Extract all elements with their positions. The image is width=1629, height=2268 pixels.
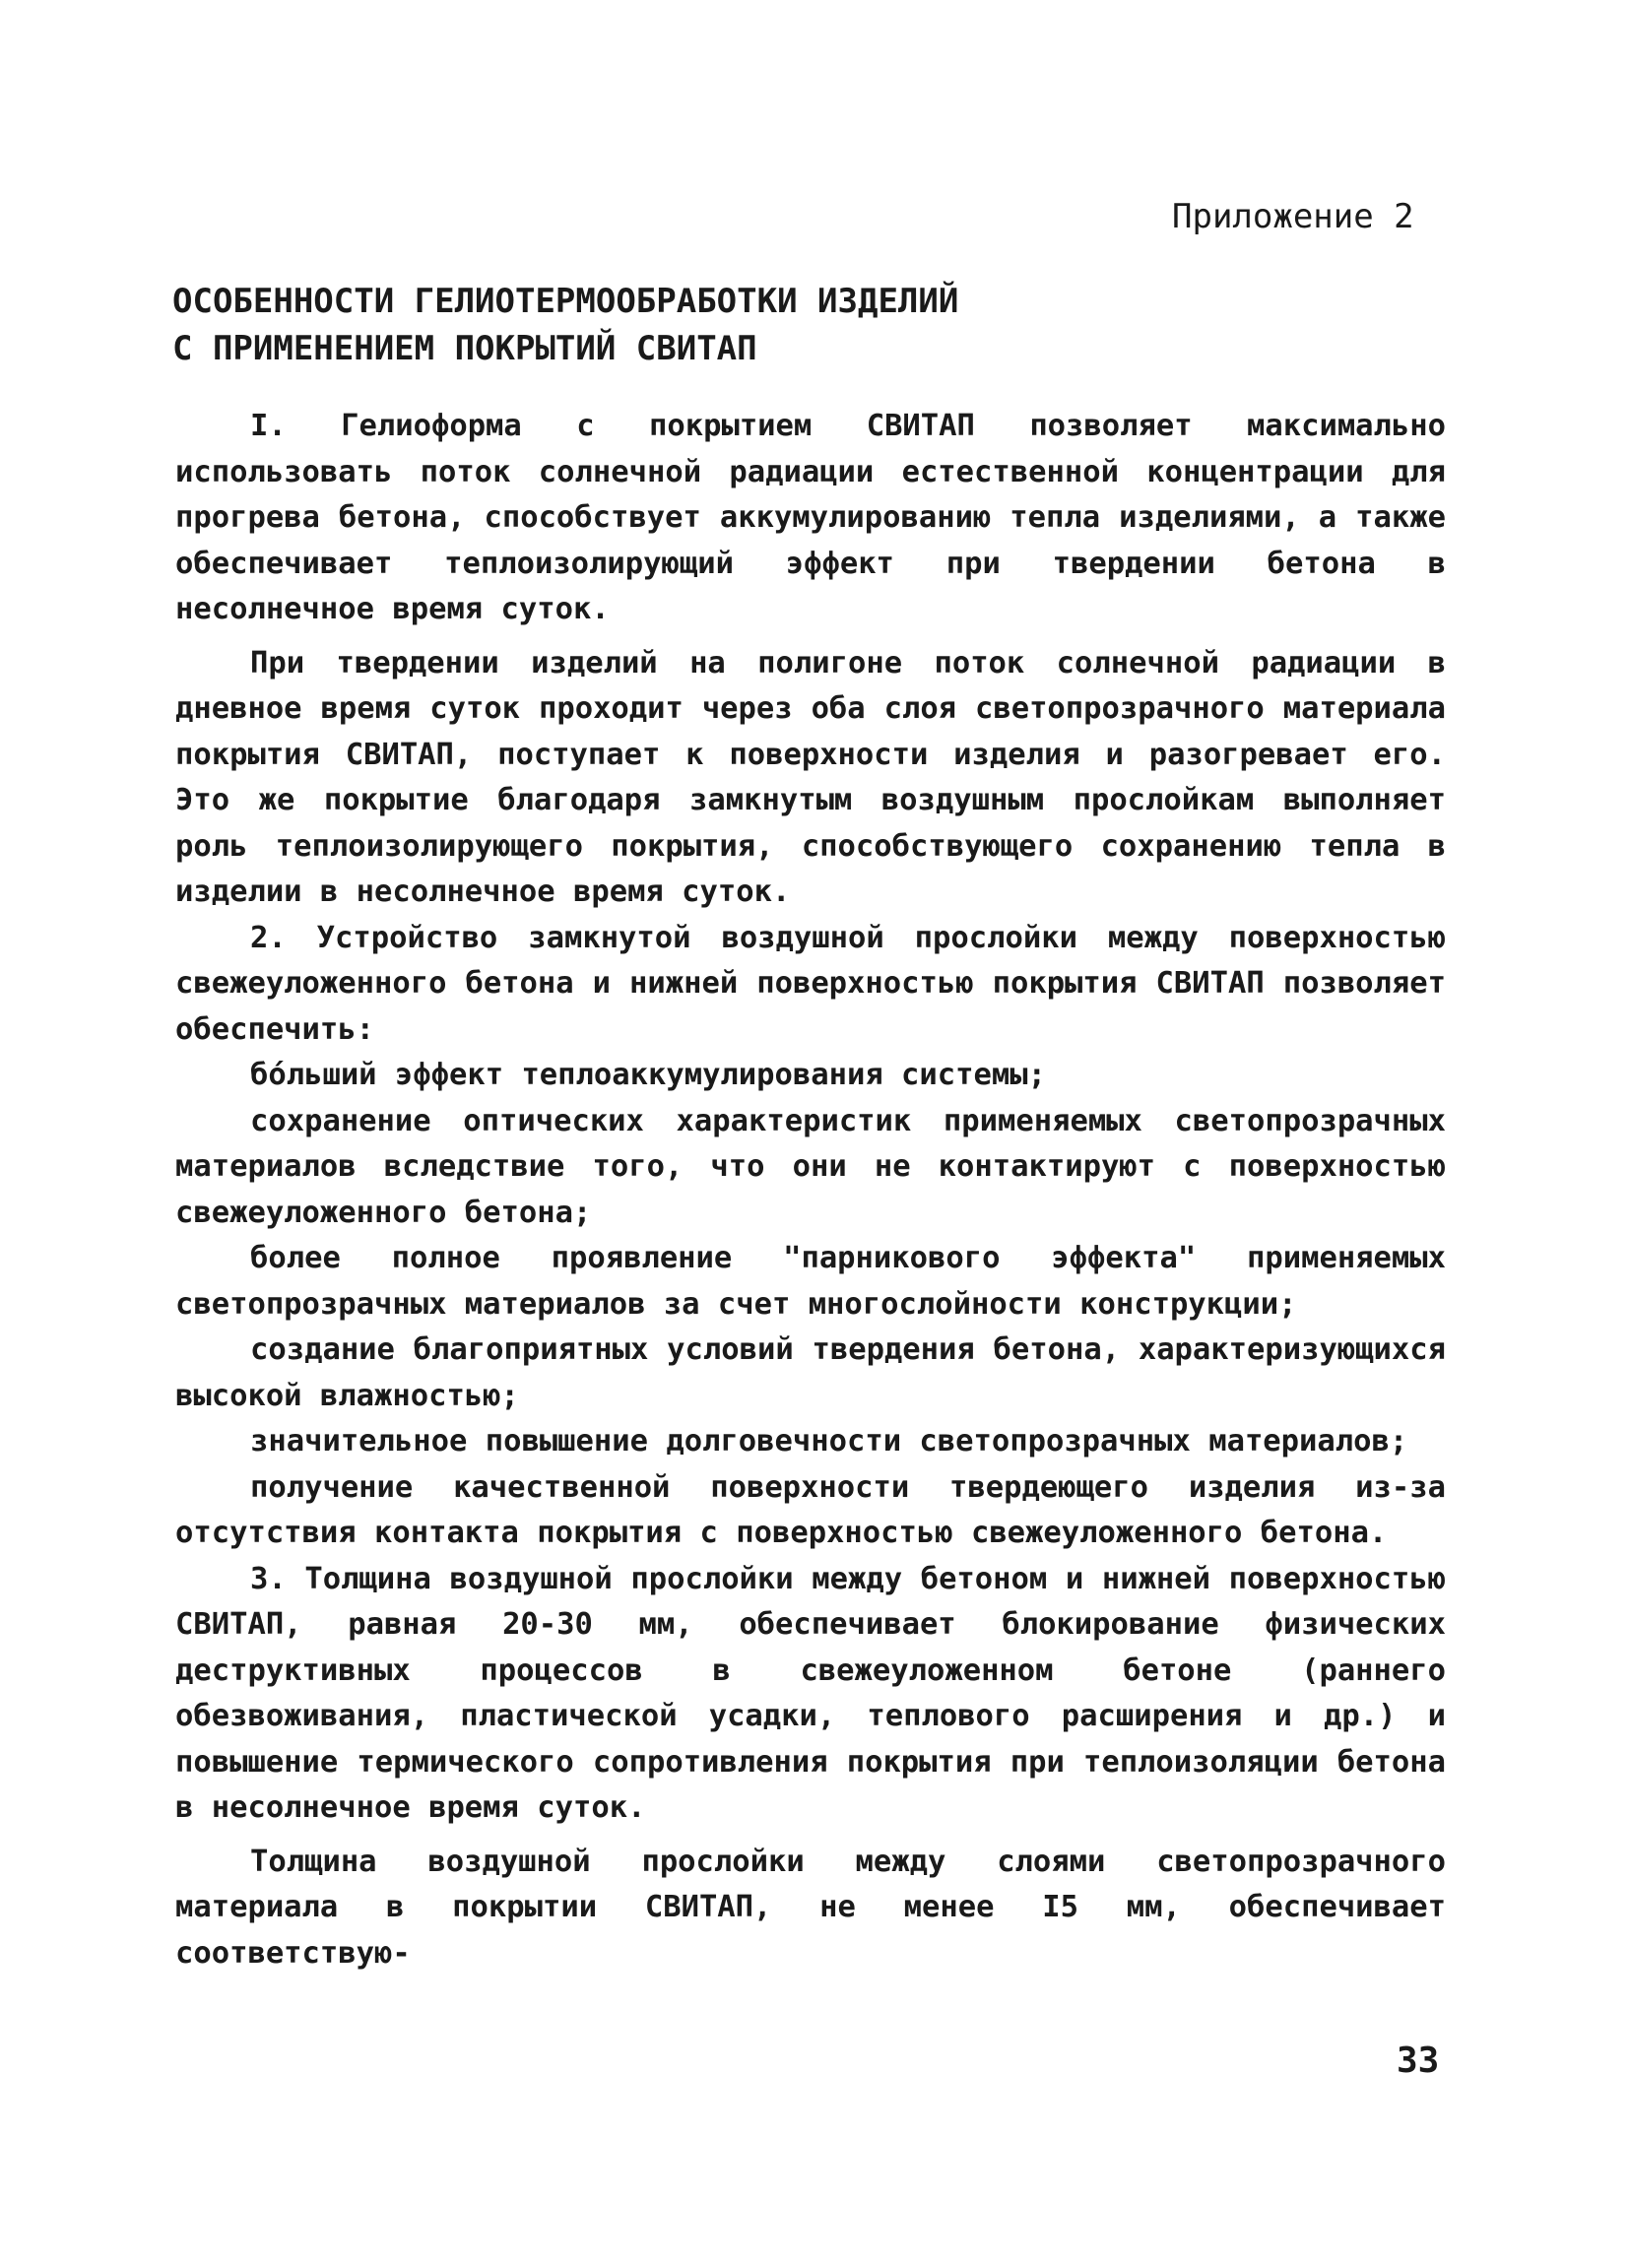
paragraph-3: 2. Устройство замкнутой воздушной прослойки между поверхностью свежеуложенного бетона и нижней поверхностью покрытия СВИТАП позволяет обеспечить: (175, 920, 1446, 1047)
paragraph-4: 3. Толщина воздушной прослойки между бетоном и нижней поверхностью СВИТАП, равная 20-30 мм, обеспечивает блокирование физических деструктивных процессов в свежеуложенном бетоне (раннего обезвоживания, пластической усадки, теплового расширения и др.) и повышение термического сопротивления покрытия при теплоизоляции бетона в несолнечное время суток. (175, 1561, 1446, 1825)
heading-line-1: ОСОБЕННОСТИ ГЕЛИОТЕРМООБРАБОТКИ ИЗДЕЛИЙ (172, 282, 959, 321)
list-item-1: бо́льший эффект теплоаккумулирования системы; (250, 1058, 1046, 1092)
list-item-6: получение качественной поверхности твердеющего изделия из-за отсутствия контакта покрытия с поверхностью свежеуложенного бетона. (175, 1469, 1446, 1550)
paragraph-2: При твердении изделий на полигоне поток солнечной радиации в дневное время суток проходит через оба слоя светопрозрачного материала покрытия СВИТАП, поступает к поверхности изделия и разогревает его. Это же покрытие благодаря замкнутым воздушным прослойкам выполняет роль теплоизолирующего покрытия, способствующего сохранению тепла в изделии в несолнечное время суток. (175, 645, 1446, 909)
paragraph-5: Толщина воздушной прослойки между слоями светопрозрачного материала в покрытии СВИТАП, не менее I5 мм, обеспечивает соответствую- (175, 1844, 1446, 1971)
appendix-label: Приложение 2 (1172, 197, 1414, 236)
section-heading (172, 278, 1453, 372)
list-item-2: сохранение оптических характеристик применяемых светопрозрачных материалов вследствие того, что они не контактируют с поверхностью свежеуложенного бетона; (175, 1103, 1446, 1230)
list-item-4: создание благоприятных условий твердения бетона, характеризующихся высокой влажностью; (175, 1332, 1446, 1413)
page-number: 33 (1397, 2041, 1440, 2081)
list-item-5: значительное повышение долговечности светопрозрачных материалов; (250, 1424, 1408, 1458)
heading-line-2: С ПРИМЕНЕНИЕМ ПОКРЫТИЙ СВИТАП (172, 329, 757, 368)
list-item-3: более полное проявление "парникового эффекта" применяемых светопрозрачных материалов за счет многослойности конструкции; (175, 1241, 1446, 1322)
body-text (175, 404, 1446, 1976)
paragraph-1: I. Гелиоформа с покрытием СВИТАП позволяет максимально использовать поток солнечной радиации естественной концентрации для прогрева бетона, способствует аккумулированию тепла изделиями, а также обеспечивает теплоизолирующий эффект при твердении бетона в несолнечное время суток. (175, 409, 1446, 626)
